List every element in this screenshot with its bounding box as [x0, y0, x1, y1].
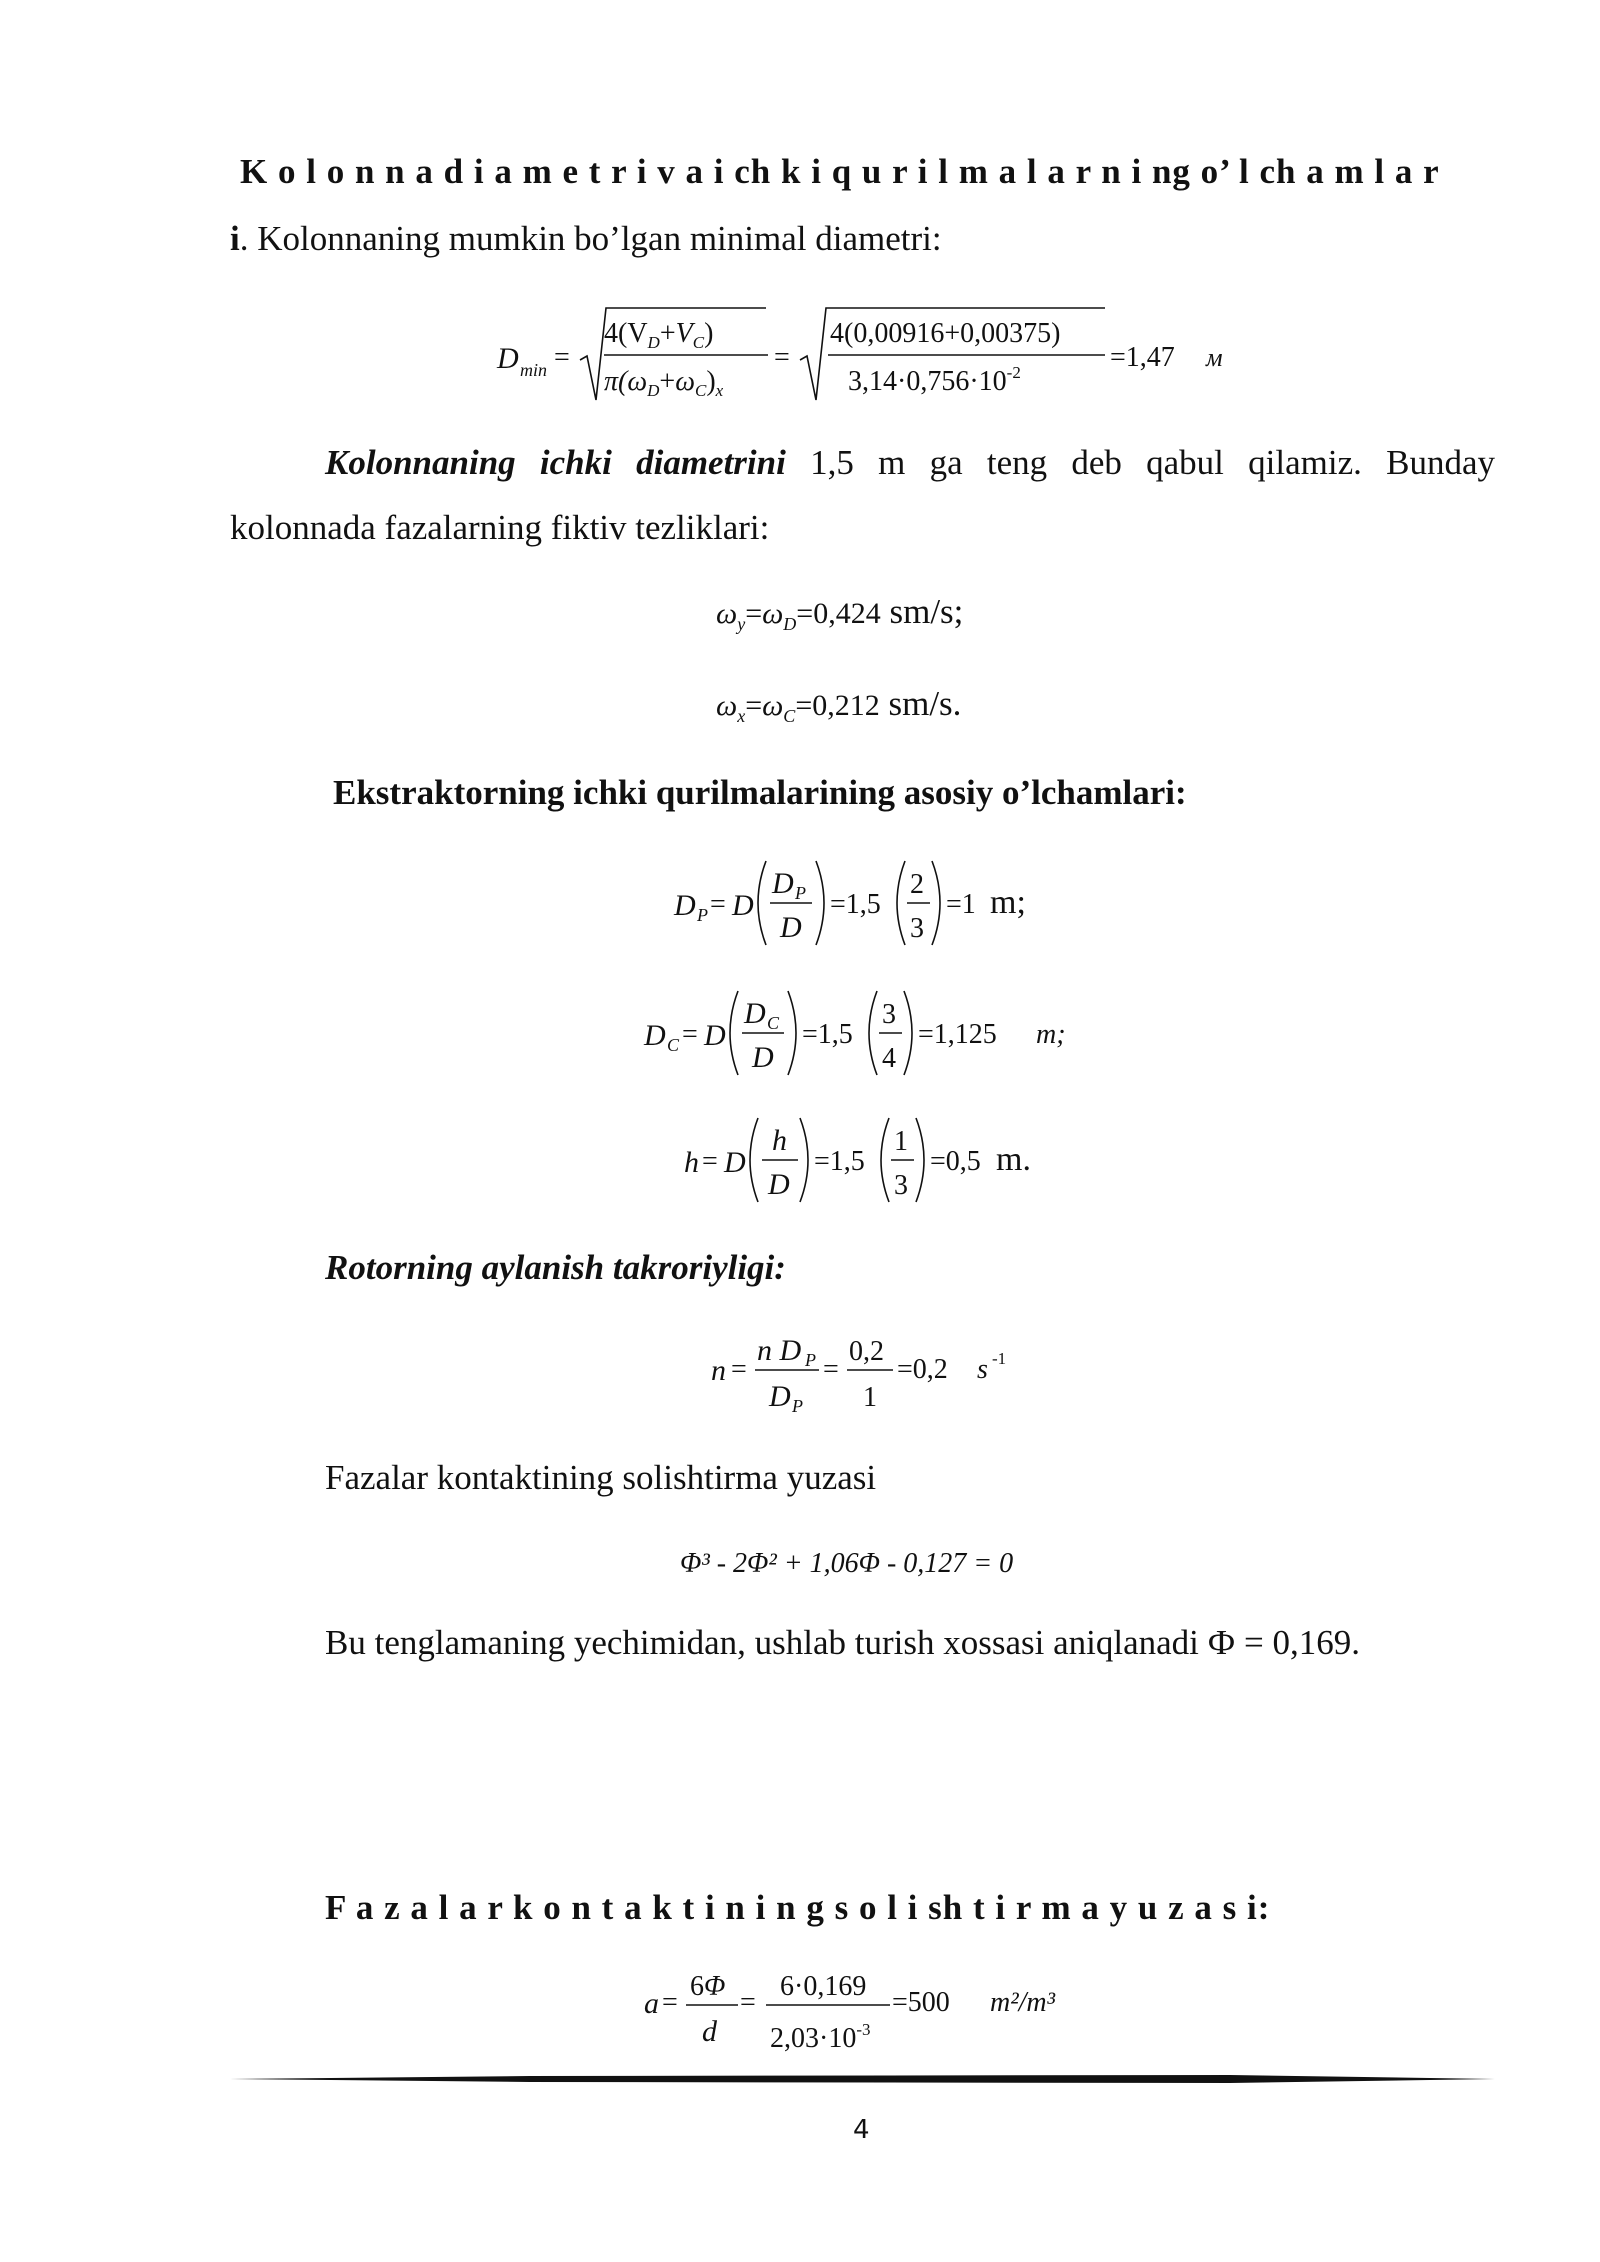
svg-text:h: h — [772, 1124, 787, 1157]
dp-coefficient: =1,5 — [830, 889, 881, 920]
h-result: =0,5 — [930, 1146, 981, 1177]
dmin-denominator-right: 3,14·0,756·10 — [848, 366, 1007, 397]
h-coefficient: =1,5 — [814, 1146, 865, 1177]
svg-text:D: D — [768, 1168, 790, 1201]
a-fraction-numerator: 6·0,169 — [780, 1971, 867, 2002]
omega-y-value: =0,424 — [796, 597, 881, 630]
svg-text:D: D — [780, 911, 802, 944]
dmin-numerator-left: 4(V — [604, 318, 648, 349]
equation-dmin — [490, 300, 1250, 410]
dc-unit: m; — [1036, 1019, 1066, 1050]
svg-text:C: C — [667, 1035, 680, 1055]
intro-text: . Kolonnaning mumkin bo’lgan minimal diametri: — [239, 219, 942, 258]
svg-text:C: C — [767, 1013, 780, 1033]
n-result: =0,2 — [897, 1354, 948, 1385]
dmin-result: =1,47 — [1110, 342, 1175, 373]
equation-omega-y: $\omega_y=\omega_D=0,424$ sm/s; — [716, 592, 964, 634]
a-unit: m²/m³ — [990, 1987, 1056, 2018]
n-unit-exponent: -1 — [992, 1349, 1007, 1368]
equation-a — [640, 1965, 1100, 2065]
svg-text:n: n — [711, 1354, 726, 1387]
svg-text:P: P — [805, 1350, 816, 1370]
a-result: =500 — [892, 1987, 950, 2018]
dp-result: =1 — [946, 889, 976, 920]
svg-text:=: = — [702, 1146, 718, 1177]
page-number: 4 — [853, 2115, 870, 2145]
svg-text:3,14·0,756·10-2: $3,14\cdot 0,756\cdot 10^{-2}$ — [848, 363, 1021, 397]
section-heading-contact-surface: F a z a l a r k o n t a k t i n i n g s o l i sh t i r m a y u z a s i: — [325, 1888, 1271, 1927]
svg-text:4(VD+VC): $4(V_D+V_C)$ — [604, 318, 714, 352]
svg-text:=: = — [740, 1987, 756, 2018]
dmin-unit: м — [1206, 343, 1223, 372]
svg-text:D: D — [732, 889, 754, 922]
svg-text:=: = — [774, 342, 790, 373]
internal-diameter-bold: Kolonnaning ichki diametrini — [325, 443, 786, 482]
svg-text:D: D — [644, 1019, 666, 1052]
svg-text:d: d — [702, 2015, 717, 2048]
equation-omega-x: $\omega_x=\omega_C=0,212$ sm/s. — [716, 684, 962, 726]
heading-continuation: i — [230, 219, 240, 258]
omega-y-unit: sm/s; — [880, 592, 964, 631]
svg-text:n D: n D — [757, 1334, 802, 1367]
svg-text:=: = — [662, 1987, 678, 2018]
svg-text:D: D — [769, 1380, 791, 1413]
svg-text:2,03·10-3: $2,03\cdot 10^{-3}$ — [770, 2020, 871, 2054]
h-fraction-denominator: 3 — [894, 1170, 908, 1201]
paragraph-velocities-line: kolonnada fazalarning fiktiv tezliklari: — [230, 508, 770, 547]
equation-dp — [670, 855, 1070, 955]
equation-dc — [640, 985, 1100, 1085]
phi-equation-text: Φ³ - 2Φ² + 1,06Φ - 0,127 = 0 — [680, 1548, 1014, 1579]
h-unit: m. — [996, 1141, 1031, 1178]
svg-text:P: P — [792, 1396, 803, 1416]
section-heading-column-diameter: K o l o n n a d i a m e t r i v a i ch k i q u r i l m a l a r n i ng o’ l ch a m l a r — [240, 152, 1440, 191]
svg-text:P: P — [795, 883, 806, 903]
footer-rule — [230, 2072, 1495, 2086]
svg-text:=: = — [682, 1019, 698, 1050]
svg-text:h: h — [684, 1146, 699, 1179]
svg-text:D: D — [744, 997, 766, 1030]
paragraph-contact-surface: Fazalar kontaktining solishtirma yuzasi — [325, 1458, 877, 1497]
svg-text:=: = — [710, 889, 726, 920]
svg-text:P: P — [697, 905, 708, 925]
dp-unit: m; — [990, 884, 1026, 921]
omega-x-value: =0,212 — [795, 689, 880, 722]
dp-fraction-denominator: 3 — [910, 913, 924, 944]
dc-fraction-denominator: 4 — [882, 1043, 896, 1074]
dmin-denominator-left: π(ω — [604, 366, 648, 397]
omega-x-unit: sm/s. — [879, 684, 962, 723]
internal-diameter-text: 1,5 m ga teng deb qabul qilamiz. Bunday — [785, 443, 1495, 482]
equation-phi — [680, 1548, 1013, 1580]
intro-line — [230, 216, 942, 262]
svg-text:min: min — [520, 360, 547, 380]
paragraph-solution: Bu tenglamaning yechimidan, ushlab turish xossasi aniqlanadi Ф = 0,169. — [325, 1623, 1361, 1662]
svg-text:=: = — [731, 1354, 747, 1385]
svg-text:=: = — [554, 342, 570, 373]
a-fraction-denominator: 2,03·10 — [770, 2023, 857, 2054]
svg-text:D: D — [752, 1041, 774, 1074]
equation-h — [680, 1112, 1080, 1212]
n-fraction-denominator: 1 — [863, 1382, 877, 1413]
svg-text:D: D — [704, 1019, 726, 1052]
section-heading-extractor-dimensions: Ekstraktorning ichki qurilmalarining asosiy o’lchamlari: — [333, 773, 1187, 812]
svg-text:=: = — [823, 1354, 839, 1385]
n-unit: s — [977, 1354, 988, 1385]
svg-text:π(ωD+ωC)x: $\pi(\omega_D+\omega_C)_x$ — [604, 366, 724, 400]
h-fraction-numerator: 1 — [894, 1126, 908, 1157]
dc-coefficient: =1,5 — [802, 1019, 853, 1050]
n-fraction-numerator: 0,2 — [849, 1336, 884, 1367]
svg-text:D: D — [772, 867, 794, 900]
svg-text:D: D — [674, 889, 696, 922]
svg-text:a: a — [644, 1987, 659, 2020]
svg-text:D: D — [497, 342, 519, 375]
equation-n — [705, 1330, 1035, 1420]
dmin-numerator-right: 4(0,00916+0,00375) — [830, 318, 1061, 349]
svg-text:D: D — [724, 1146, 746, 1179]
section-heading-rotor-frequency: Rotorning aylanish takroriyligi: — [325, 1248, 786, 1287]
paragraph-internal-diameter — [325, 440, 1495, 486]
dc-fraction-numerator: 3 — [882, 999, 896, 1030]
dp-fraction-numerator: 2 — [910, 869, 924, 900]
svg-text:6Φ: 6Φ — [690, 1971, 726, 2002]
dc-result: =1,125 — [918, 1019, 997, 1050]
